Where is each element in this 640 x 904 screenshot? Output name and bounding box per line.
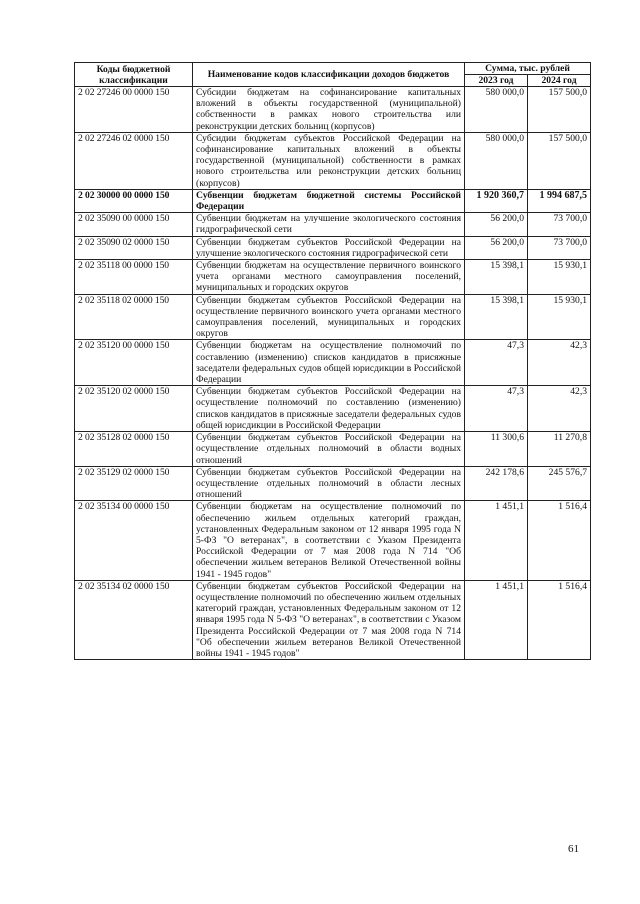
page-number: 61 [568,843,579,855]
row-2023: 56 200,0 [465,236,528,259]
row-name: Субвенции бюджетам бюджетной системы Российской Федерации [193,189,465,212]
row-code: 2 02 27246 00 0000 150 [75,87,193,133]
row-2024: 42,3 [528,386,591,432]
row-name: Субвенции бюджетам на осуществление первичного воинского учета органами местного самоуправления поселений, муниципальных и городских округов [193,260,465,295]
row-2024: 1 516,4 [528,580,591,659]
row-2023: 580 000,0 [465,132,528,189]
row-2023: 242 178,6 [465,466,528,501]
row-code: 2 02 35120 00 0000 150 [75,340,193,386]
header-sum: Сумма, тыс. рублей [465,63,591,75]
row-2023: 15 398,1 [465,294,528,340]
row-2023: 47,3 [465,386,528,432]
table-row [75,580,591,659]
row-2024: 73 700,0 [528,236,591,259]
row-name: Субвенции бюджетам на улучшение экологического состояния гидрографической сети [193,213,465,236]
table-row [75,87,591,133]
row-code: 2 02 35128 02 0000 150 [75,432,193,467]
row-code: 2 02 35120 02 0000 150 [75,386,193,432]
header-year-2024: 2024 год [528,75,591,87]
row-2024: 157 500,0 [528,132,591,189]
row-name: Субвенции бюджетам субъектов Российской Федерации на осуществление отдельных полномочий в области водных отношений [193,432,465,467]
table-row [75,260,591,295]
row-2023: 47,3 [465,340,528,386]
row-name: Субсидии бюджетам субъектов Российской Федерации на софинансирование капитальных вложений в объекты государственной (муниципальной) собственности в рамках нового строительства или реконструкции детских больниц (корпусов) [193,132,465,189]
row-2024: 42,3 [528,340,591,386]
row-name: Субвенции бюджетам субъектов Российской Федерации на осуществление полномочий по обеспечению жильем отдельных категорий граждан, установленных Федеральным законом от 12 января 1995 года N 5-ФЗ "О ветеранах", в соответствии с Указом Президента Российской Федерации от 7 мая 2008 года N 714 "Об обеспечении жильем ветеранов Великой Отечественной войны 1941 - 1945 годов" [193,580,465,659]
row-2023: 1 451,1 [465,580,528,659]
table-row [75,386,591,432]
row-name: Субвенции бюджетам субъектов Российской Федерации на осуществление первичного воинского учета органами местного самоуправления поселений, муниципальных и городских округов [193,294,465,340]
row-2024: 1 516,4 [528,501,591,580]
row-2023: 1 451,1 [465,501,528,580]
header-year-2023: 2023 год [465,75,528,87]
table-row [75,294,591,340]
table-row [75,213,591,236]
row-name: Субвенции бюджетам субъектов Российской Федерации на осуществление полномочий по составлению (изменению) списков кандидатов в присяжные заседатели федеральных судов общей юрисдикции в Российской Федерации [193,386,465,432]
row-code: 2 02 35134 02 0000 150 [75,580,193,659]
row-code: 2 02 35090 02 0000 150 [75,236,193,259]
row-2024: 157 500,0 [528,87,591,133]
table-row [75,501,591,580]
table-row [75,432,591,467]
table-row [75,466,591,501]
row-2023: 580 000,0 [465,87,528,133]
row-2024: 73 700,0 [528,213,591,236]
row-2023: 56 200,0 [465,213,528,236]
row-code: 2 02 35118 00 0000 150 [75,260,193,295]
row-2024: 15 930,1 [528,260,591,295]
row-2024: 1 994 687,5 [528,189,591,212]
budget-table [74,62,591,660]
row-2023: 11 300,6 [465,432,528,467]
table-row [75,236,591,259]
header-name: Наименование кодов классификации доходов бюджетов [193,63,465,87]
row-code: 2 02 30000 00 0000 150 [75,189,193,212]
row-2023: 1 920 360,7 [465,189,528,212]
row-name: Субвенции бюджетам на осуществление полномочий по составлению (изменению) списков кандидатов в присяжные заседатели федеральных судов общей юрисдикции в Российской Федерации [193,340,465,386]
row-2024: 245 576,7 [528,466,591,501]
header-codes: Коды бюджетной классификации [75,63,193,87]
row-code: 2 02 27246 02 0000 150 [75,132,193,189]
row-2024: 15 930,1 [528,294,591,340]
row-code: 2 02 35090 00 0000 150 [75,213,193,236]
row-2023: 15 398,1 [465,260,528,295]
row-code: 2 02 35134 00 0000 150 [75,501,193,580]
table-body [75,87,591,660]
table-row-total [75,189,591,212]
row-name: Субсидии бюджетам на софинансирование капитальных вложений в объекты государственной (муниципальной) собственности в рамках нового строительства или реконструкции детских больниц (корпусов) [193,87,465,133]
row-2024: 11 270,8 [528,432,591,467]
row-name: Субвенции бюджетам на осуществление полномочий по обеспечению жильем отдельных категорий граждан, установленных Федеральным законом от 12 января 1995 года N 5-ФЗ "О ветеранах", в соответствии с Указом Президента Российской Федерации от 7 мая 2008 года N 714 "Об обеспечении жильем ветеранов Великой Отечественной войны 1941 - 1945 годов" [193,501,465,580]
table-row [75,132,591,189]
row-code: 2 02 35129 02 0000 150 [75,466,193,501]
table-row [75,340,591,386]
row-name: Субвенции бюджетам субъектов Российской Федерации на осуществление отдельных полномочий в области лесных отношений [193,466,465,501]
row-name: Субвенции бюджетам субъектов Российской Федерации на улучшение экологического состояния гидрографической сети [193,236,465,259]
row-code: 2 02 35118 02 0000 150 [75,294,193,340]
